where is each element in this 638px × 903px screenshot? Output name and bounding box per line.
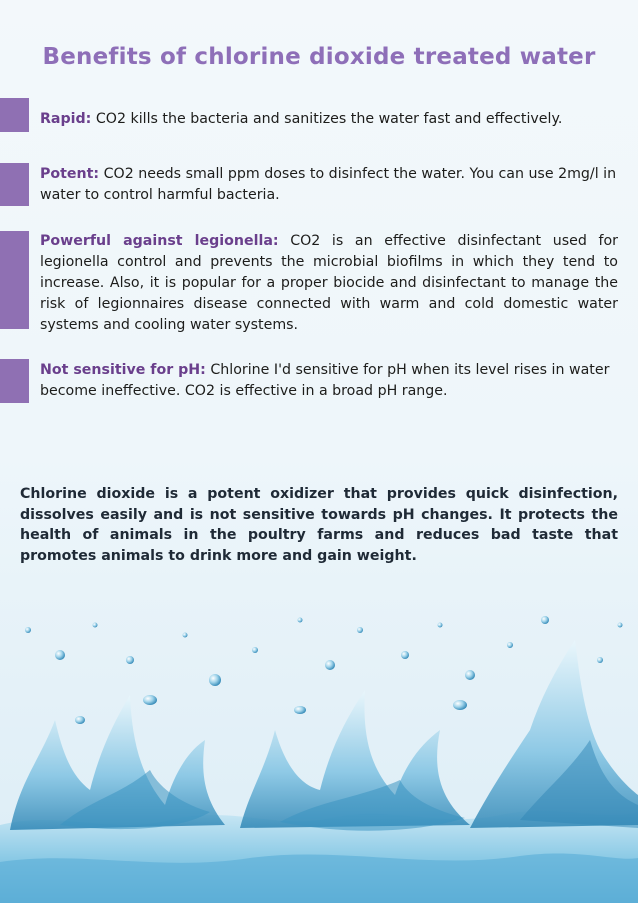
benefit-label: Powerful against legionella: bbox=[40, 233, 279, 249]
benefit-label: Potent: bbox=[40, 166, 100, 182]
benefit-potent bbox=[40, 164, 618, 206]
benefit-text: CO2 needs small ppm doses to disinfect the water. You can use 2mg/l in water to control harmful bacteria. bbox=[40, 166, 617, 203]
benefit-text: CO2 is an effective disinfectant used for legionella control and prevents the microbial biofilms in which they tend to increase. Also, it is popular for a proper biocide and disinfectant to manage the risk of legionnaires disease connected with warm and cold domestic water systems and cooling water systems. bbox=[40, 233, 618, 333]
section-marker bbox=[0, 359, 29, 403]
benefit-legionella bbox=[40, 231, 618, 336]
section-marker bbox=[0, 163, 29, 206]
section-marker bbox=[0, 98, 29, 132]
benefit-ph bbox=[40, 360, 618, 402]
benefit-text: Chlorine I'd sensitive for pH when its level rises in water become ineffective. CO2 is effective in a broad pH range. bbox=[40, 362, 610, 399]
benefit-text: CO2 kills the bacteria and sanitizes the water fast and effectively. bbox=[91, 111, 563, 127]
benefit-label: Rapid: bbox=[40, 111, 92, 127]
benefit-label: Not sensitive for pH: bbox=[40, 362, 206, 378]
page-title: Benefits of chlorine dioxide treated water bbox=[42, 44, 596, 70]
water-splash-image bbox=[0, 600, 638, 903]
summary-paragraph: Chlorine dioxide is a potent oxidizer that provides quick disinfection, dissolves easily and is not sensitive towards pH changes. It protects the health of animals in the poultry farms and reduces bad taste that promotes animals to drink more and gain weight. bbox=[20, 486, 618, 564]
benefit-rapid bbox=[40, 109, 618, 130]
section-marker bbox=[0, 231, 29, 329]
